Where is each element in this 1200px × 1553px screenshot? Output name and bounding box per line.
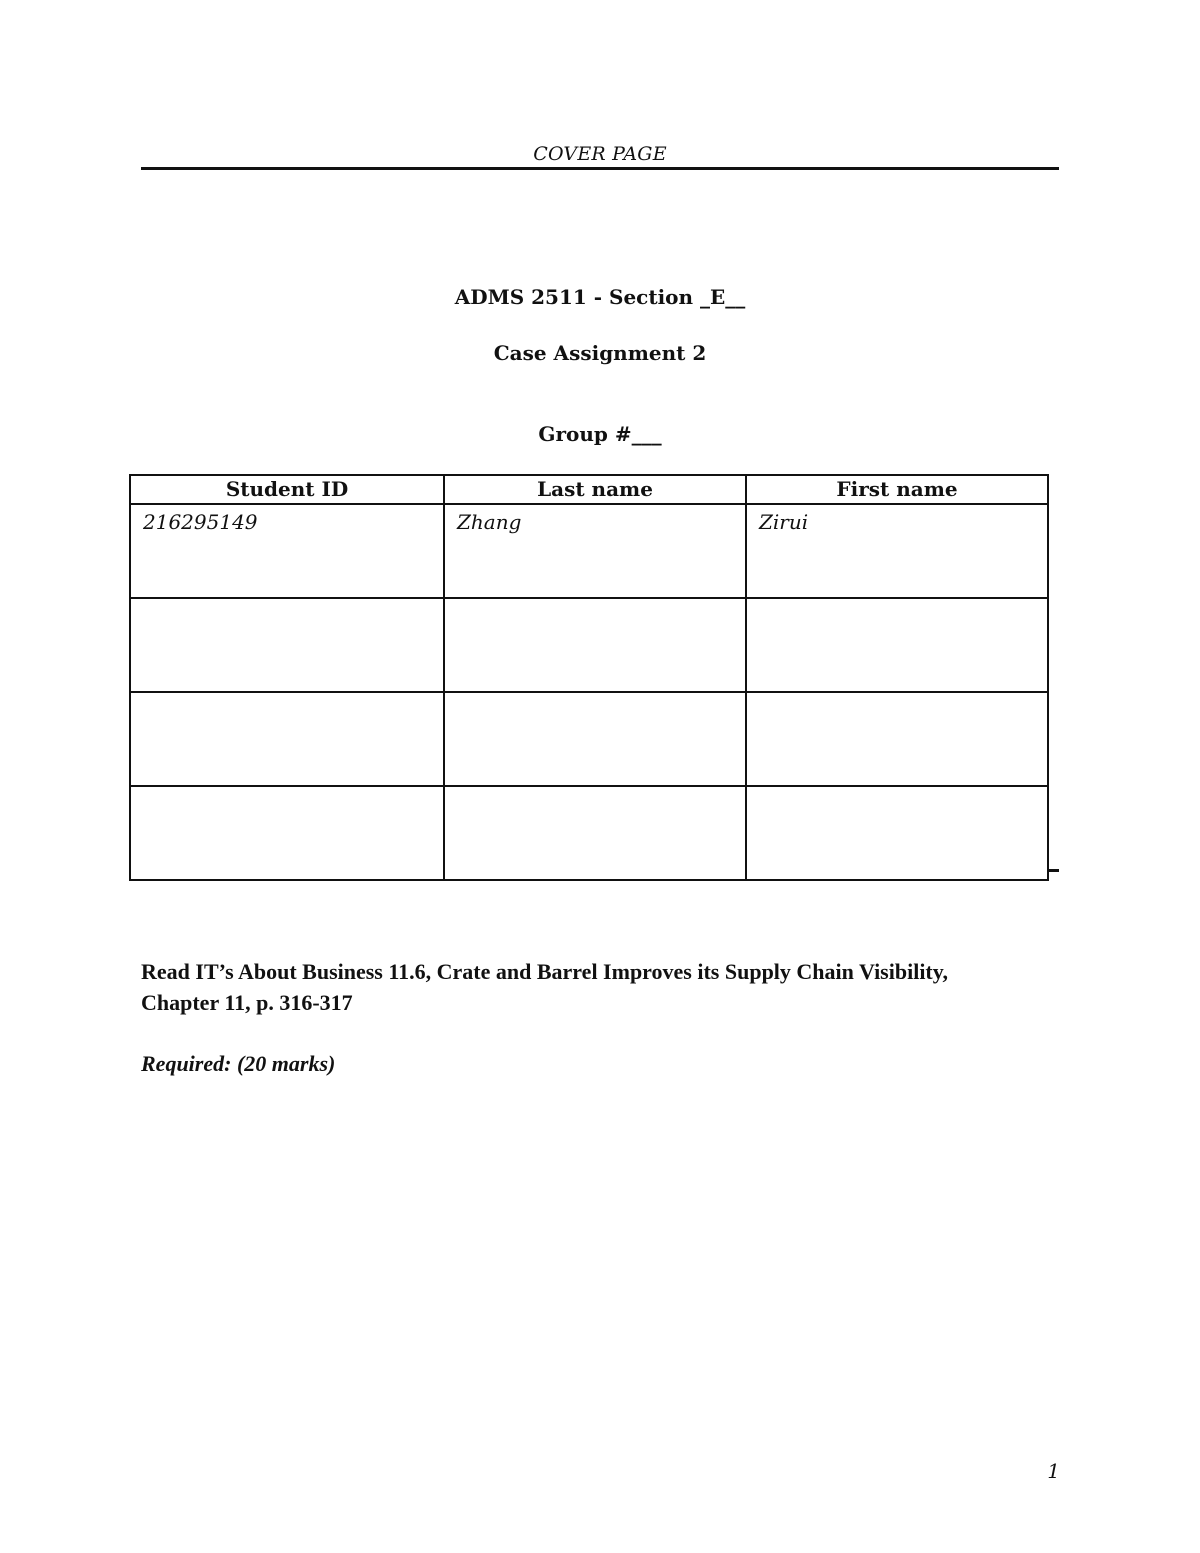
student-id-cell — [130, 692, 444, 786]
student-id-cell: 216295149 — [130, 504, 444, 598]
last-name-cell — [444, 786, 746, 880]
reading-line-1: Read IT’s About Business 11.6, Crate and Barrel Improves its Supply Chain Visibility, — [141, 959, 949, 984]
table-bottom-rule-extension — [1047, 869, 1059, 872]
table-row — [130, 786, 1048, 880]
header-title: COVER PAGE — [533, 143, 667, 165]
reading-instruction — [141, 956, 1041, 1018]
table-row — [130, 504, 1048, 598]
assignment-title: Case Assignment 2 — [493, 341, 707, 365]
last-name-cell: Zhang — [444, 504, 746, 598]
course-section-title: ADMS 2511 - Section _E__ — [454, 285, 746, 309]
header-rule — [141, 167, 1059, 170]
page-number: 1 — [1047, 1459, 1060, 1483]
first-name-cell — [746, 692, 1048, 786]
student-id-header: Student ID — [130, 475, 444, 504]
required-marks: Required: (20 marks) — [141, 1051, 336, 1076]
student-id-cell — [130, 598, 444, 692]
table-header-row — [130, 475, 1048, 504]
table-row — [130, 598, 1048, 692]
reading-line-2: Chapter 11, p. 316-317 — [141, 990, 353, 1015]
table-row — [130, 692, 1048, 786]
last-name-header: Last name — [444, 475, 746, 504]
last-name-cell — [444, 598, 746, 692]
first-name-cell — [746, 786, 1048, 880]
first-name-header: First name — [746, 475, 1048, 504]
first-name-cell: Zirui — [746, 504, 1048, 598]
first-name-cell — [746, 598, 1048, 692]
last-name-cell — [444, 692, 746, 786]
student-id-cell — [130, 786, 444, 880]
student-table — [129, 474, 1049, 881]
group-number: Group #___ — [538, 422, 662, 446]
